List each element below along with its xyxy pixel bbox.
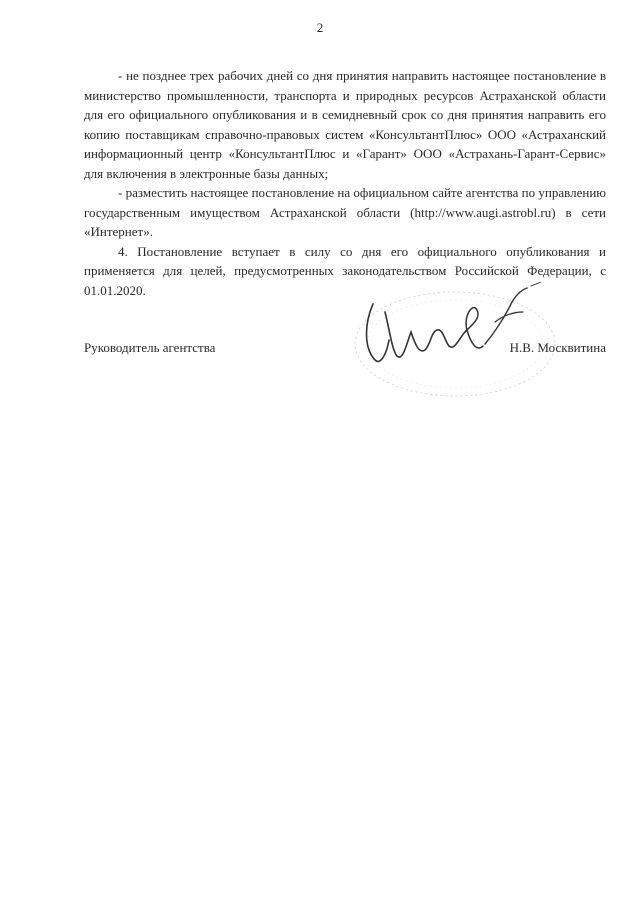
page-number: 2 bbox=[316, 20, 324, 35]
signatory-role: Руководитель агентства bbox=[84, 340, 216, 355]
paragraph-website: - разместить настоящее постановление на официальном сайте агентства по управлению государственным имуществом Астраханской области (http://www.augi.astrobl.ru) в сети «Интернет». bbox=[84, 185, 606, 239]
paragraph-publication: - не позднее трех рабочих дней со дня принятия направить настоящее постановление в министерство промышленности, транспорта и природных ресурсов Астраханской области для его официального опубликования и в семидневный срок со дня принятия направить его копию поставщикам справочно-правовых систем «КонсультантПлюс» ООО «Астраханский информационный центр «КонсультантПлюс и «Гарант» ООО «Астрахань-Гарант-Сервис» для включения в электронные базы данных; bbox=[84, 68, 606, 181]
paragraph-effective-date: 4. Постановление вступает в силу со дня его официального опубликования и применяется для целей, предусмотренных законодательством Российской Федерации, с 01.01.2020. bbox=[84, 243, 606, 298]
signature-block bbox=[84, 340, 606, 364]
signatory-name: Н.В. Москвитина bbox=[509, 340, 606, 355]
document-body bbox=[84, 66, 606, 300]
